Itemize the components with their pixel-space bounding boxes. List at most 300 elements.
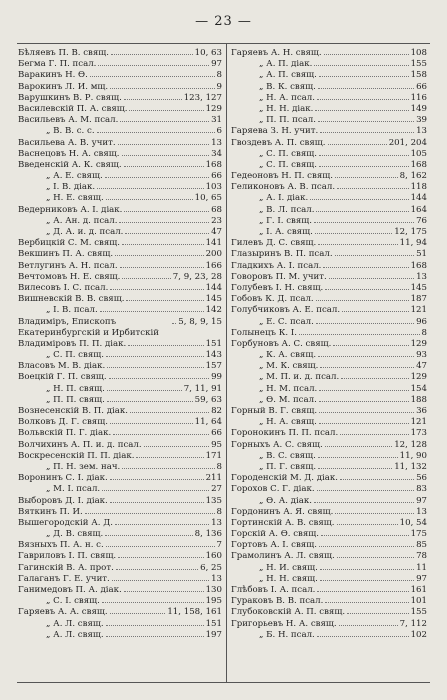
dot-leader: [107, 390, 182, 391]
entry-pages: 201, 204: [388, 137, 427, 148]
index-entry: [18, 115, 222, 126]
dot-leader: [111, 54, 193, 55]
entry-name: Голынецъ К. І.: [231, 327, 297, 338]
entry-pages: 13: [211, 137, 222, 148]
entry-pages: 13: [211, 573, 222, 584]
dot-leader: [98, 65, 209, 66]
index-entry: [231, 630, 427, 641]
dot-leader: [90, 76, 215, 77]
entry-pages: 13: [416, 126, 427, 137]
entry-name: „ М. І. псал.: [46, 484, 101, 495]
entry-pages: 97: [211, 59, 222, 70]
entry-name: „ П. П. псал.: [259, 115, 316, 126]
entry-name: Горныхъ А. С. свящ.: [231, 439, 323, 450]
dot-leader: [316, 300, 409, 301]
dot-leader: [120, 121, 209, 122]
index-entry: [231, 70, 427, 81]
dot-leader: [106, 199, 193, 200]
dot-leader: [144, 446, 209, 447]
index-entry: [231, 372, 427, 383]
entry-pages: 12, 128: [394, 439, 427, 450]
entry-name: „ С. П. свящ.: [259, 148, 317, 159]
entry-pages: 145: [205, 294, 222, 305]
entry-pages: 155: [410, 59, 427, 70]
index-entry: [18, 104, 222, 115]
entry-pages: 47: [416, 361, 427, 372]
dot-leader: [120, 267, 204, 268]
entry-pages: 23: [211, 215, 222, 226]
entry-name: „ В. Л. псал.: [259, 204, 315, 215]
entry-pages: 10, 54: [399, 517, 427, 528]
dot-leader: [347, 613, 409, 614]
entry-name: „ А. Л. свящ.: [46, 629, 104, 640]
entry-name: Гортовъ А. І. свящ.: [231, 540, 317, 551]
index-entry: [18, 216, 222, 227]
index-entry: [18, 149, 222, 160]
index-entry: [18, 238, 222, 249]
dot-leader: [107, 401, 193, 402]
index-entry: [231, 462, 427, 473]
index-entry: [18, 496, 222, 507]
entry-name: Вяткинъ П. И.: [18, 506, 83, 517]
index-entry: [231, 484, 427, 495]
entry-name: Вольвскій П. Г. діак.: [18, 428, 112, 439]
index-entry: [18, 205, 222, 216]
entry-pages: 47: [211, 227, 222, 237]
dot-leader: [97, 132, 215, 133]
index-entry: [18, 551, 222, 562]
index-entry: [18, 171, 222, 182]
entry-pages: 151: [205, 338, 222, 349]
index-entry: [231, 339, 427, 350]
entry-pages: 157: [205, 361, 222, 372]
entry-name: Горохов С. Г. діак.: [231, 484, 315, 495]
entry-pages: 78: [416, 551, 427, 562]
entry-pages: 85: [416, 540, 427, 551]
dot-leader: [335, 513, 414, 514]
dot-leader: [105, 177, 209, 178]
entry-pages: 151: [205, 618, 222, 629]
index-entry: [18, 428, 222, 439]
dot-leader: [319, 423, 409, 424]
dot-leader: [320, 580, 414, 581]
entry-name: Варушкинъ В. Р. свящ.: [18, 92, 122, 103]
dot-leader: [325, 289, 408, 290]
entry-pages: 66: [211, 428, 222, 439]
entry-name: Волковъ Д. Г. свящ.: [18, 417, 108, 428]
dot-leader: [122, 244, 204, 245]
entry-name: Глубоковскій А. П. свящ.: [231, 607, 346, 618]
entry-pages: 9: [216, 81, 222, 92]
dot-leader: [102, 602, 204, 603]
entry-name: „ Н. Н. діак.: [259, 103, 314, 114]
entry-pages: 10, 63: [194, 48, 222, 58]
dot-leader: [109, 378, 209, 379]
entry-pages: 11, 132: [394, 461, 427, 472]
entry-pages: 168: [410, 159, 427, 170]
dot-leader: [105, 535, 192, 536]
entry-name: Гаряевъ А. А. свящ.: [18, 607, 108, 618]
index-entry: [231, 193, 427, 204]
entry-pages: 141: [205, 238, 222, 249]
entry-pages: 7: [216, 540, 222, 551]
index-entry: [231, 149, 427, 160]
dot-leader: [122, 468, 214, 469]
entry-name: „ Д. В. свящ.: [46, 529, 104, 540]
entry-name: Горный В. Г. свящ.: [231, 406, 318, 416]
index-entry: [231, 406, 427, 417]
dot-leader: [317, 99, 409, 100]
entry-pages: 13: [416, 271, 427, 282]
entry-name: „ Ѳ. А. діак.: [259, 495, 312, 506]
index-entry: [231, 574, 427, 585]
dot-leader: [315, 233, 392, 234]
dot-leader: [328, 144, 387, 145]
entry-pages: 102: [410, 629, 427, 640]
entry-pages: 160: [205, 551, 222, 562]
dot-leader: [329, 278, 414, 279]
entry-pages: 5, 8, 9, 15: [178, 316, 222, 327]
index-entry: [231, 249, 427, 260]
dot-leader: [129, 110, 203, 111]
dot-leader: [318, 468, 392, 469]
entry-name: Воскресенскій П. П. діак.: [18, 450, 135, 461]
entry-pages: 144: [205, 282, 222, 293]
entry-name: Власовъ М. В. діак.: [18, 361, 106, 372]
index-entry: [18, 261, 222, 272]
entry-name: Бегма Г. П. псал.: [18, 59, 97, 70]
entry-name: „ Ѳ. М. псал.: [259, 394, 317, 405]
entry-name: Гураковъ В. В. псал.: [231, 596, 324, 607]
dot-leader: [118, 144, 209, 145]
entry-name: Воецкій Г. П. свящ.: [18, 372, 107, 383]
entry-pages: 161: [410, 585, 427, 595]
entry-pages: 168: [410, 260, 427, 271]
column-divider: [226, 44, 227, 682]
entry-pages: 164: [410, 204, 427, 215]
dot-leader: [319, 390, 408, 391]
entry-pages: 11, 94: [399, 238, 427, 249]
dot-leader: [102, 490, 209, 491]
index-entry: [18, 193, 222, 204]
entry-pages: 97: [416, 495, 427, 506]
entry-pages: 68: [211, 204, 222, 215]
index-entry: [231, 328, 427, 339]
entry-name: „ Е. С. псал.: [259, 316, 314, 327]
entry-pages: 105: [410, 148, 427, 159]
entry-pages: 103: [205, 182, 222, 193]
entry-pages: 121: [410, 417, 427, 428]
index-entry: [18, 294, 222, 305]
entry-name: Векшинъ П. А. свящ.: [18, 249, 114, 260]
dot-leader: [106, 546, 215, 547]
index-entry: [18, 82, 222, 93]
entry-name: „ І. А. свящ.: [259, 227, 313, 237]
index-entry: [18, 630, 222, 641]
entry-name: „ К. А. свящ.: [259, 350, 317, 361]
dot-leader: [116, 569, 198, 570]
entry-pages: 129: [205, 103, 222, 114]
dot-leader: [110, 423, 193, 424]
entry-name: „ А. П. діак.: [259, 59, 313, 70]
entry-name: Ганимедовъ П. А. діак.: [18, 585, 122, 596]
index-entry: [18, 126, 222, 137]
index-entry: [18, 574, 222, 585]
entry-pages: 8: [216, 70, 222, 81]
index-entry: [231, 518, 427, 529]
index-entry: [231, 138, 427, 149]
index-entry: [18, 384, 222, 395]
entry-pages: 97: [416, 573, 427, 584]
dot-leader: [337, 188, 409, 189]
entry-pages: 82: [211, 406, 222, 417]
entry-pages: 6: [216, 126, 222, 137]
index-entry: [231, 227, 427, 238]
entry-name: Вечтомовъ Н. Е. свящ.: [18, 271, 121, 282]
dot-leader: [128, 345, 203, 346]
dot-leader: [319, 76, 409, 77]
index-entry: [231, 317, 427, 328]
index-entry: [18, 350, 222, 361]
entry-name: Галаганъ Г. Е. учит.: [18, 573, 110, 584]
dot-leader: [318, 88, 414, 89]
entry-name: „ А. І. діак.: [259, 193, 309, 204]
dot-leader: [325, 602, 408, 603]
dot-leader: [100, 311, 204, 312]
entry-name: Гилевъ Д. С. свящ.: [231, 238, 317, 249]
entry-pages: 130: [205, 585, 222, 596]
entry-pages: 144: [410, 193, 427, 204]
entry-pages: 76: [416, 215, 427, 226]
entry-name: Ведерниковъ А. І. діак.: [18, 204, 123, 215]
entry-name: Вышегородскій А. Д.: [18, 517, 113, 528]
index-entry: [231, 428, 427, 439]
entry-pages: 27: [211, 484, 222, 495]
index-entry: [231, 261, 427, 272]
index-entry: [18, 361, 222, 372]
entry-pages: 56: [416, 473, 427, 484]
entry-pages: 8, 162: [399, 171, 427, 182]
index-entry: [231, 160, 427, 171]
dot-leader: [106, 625, 204, 626]
index-entry: [231, 596, 427, 607]
dot-leader: [320, 132, 414, 133]
index-entry: [18, 48, 222, 59]
dot-leader: [320, 367, 414, 368]
index-entry: [18, 607, 222, 618]
entry-name: „ Н. Н. свящ.: [259, 573, 318, 584]
entry-name: Васильевъ А. М. псал.: [18, 115, 119, 126]
index-entry: [231, 551, 427, 562]
entry-name: Гаряева З. Н. учит.: [231, 126, 319, 137]
index-entry: [231, 93, 427, 104]
index-frame: [17, 43, 430, 683]
index-entry: [231, 48, 427, 59]
dot-leader: [323, 267, 408, 268]
entry-pages: 171: [205, 450, 222, 461]
entry-pages: 66: [416, 81, 427, 92]
index-entry: [231, 417, 427, 428]
entry-name: Ветлугинъ А. Н. псал.: [18, 260, 118, 271]
dot-leader: [318, 244, 397, 245]
dot-leader: [335, 255, 415, 256]
dot-leader: [317, 591, 408, 592]
entry-name: Воронинъ С. І. діак.: [18, 473, 108, 484]
entry-pages: 129: [410, 372, 427, 383]
index-entry: [18, 507, 222, 518]
entry-name: Вилесовъ І. С. псал.: [18, 282, 109, 293]
index-entry: [18, 529, 222, 540]
dot-leader: [130, 412, 209, 413]
dot-leader: [122, 278, 170, 279]
dot-leader: [321, 535, 409, 536]
index-entry: [231, 507, 427, 518]
dot-leader: [97, 188, 204, 189]
dot-leader: [310, 199, 408, 200]
entry-pages: 200: [205, 249, 222, 260]
entry-name: Выборовъ Д. І. діак.: [18, 495, 108, 506]
entry-pages: 99: [211, 372, 222, 383]
index-entry: [231, 216, 427, 227]
index-entry: [18, 272, 222, 283]
dot-leader: [319, 412, 414, 413]
entry-name: Грамолинъ А. Л. свящ.: [231, 551, 335, 562]
index-entry: [18, 596, 222, 607]
entry-name: Городенскій М. Д. діак.: [231, 473, 339, 484]
entry-pages: 145: [410, 282, 427, 293]
entry-pages: 142: [205, 305, 222, 316]
dot-leader: [115, 255, 203, 256]
entry-name: Вознесенскій В. П. діак.: [18, 406, 129, 417]
dot-leader: [124, 99, 182, 100]
dot-leader: [126, 300, 203, 301]
entry-name: Владиміръ, Епископъ Екатеринбургскій и Ирбитскій: [18, 316, 159, 338]
dot-leader: [315, 110, 408, 111]
entry-name: „ Г. І. свящ.: [259, 215, 312, 226]
entry-name: Горбуновъ А. С. свящ.: [231, 338, 332, 349]
entry-pages: 59, 63: [194, 394, 222, 405]
entry-pages: 155: [410, 607, 427, 618]
entry-name: Горонокинъ П. П. псал.: [231, 428, 339, 439]
dot-leader: [110, 289, 203, 290]
dot-leader: [341, 378, 408, 379]
entry-name: „ А. Л. свящ.: [46, 618, 104, 629]
entry-pages: 101: [410, 596, 427, 607]
entry-pages: 66: [211, 171, 222, 182]
entry-name: Голубчиковъ А. Е. псал.: [231, 305, 341, 316]
entry-pages: 118: [410, 182, 427, 193]
entry-name: „ П. Н. зем. нач.: [46, 461, 121, 472]
entry-name: Григорьевъ Н. А. свящ.: [231, 618, 337, 629]
dot-leader: [106, 636, 204, 637]
entry-name: „ М. К. свящ.: [259, 361, 319, 372]
entry-name: „ С. І. свящ.: [46, 596, 100, 607]
entry-pages: 6, 25: [200, 562, 222, 573]
index-entry: [18, 585, 222, 596]
entry-pages: 7, 11, 91: [183, 383, 222, 394]
index-entry: [231, 540, 427, 551]
entry-pages: 158: [410, 70, 427, 81]
dot-leader: [124, 211, 209, 212]
entry-pages: 83: [416, 484, 427, 495]
entry-pages: 123, 127: [183, 92, 222, 103]
index-entry: [231, 529, 427, 540]
entry-name: „ П. Г. свящ.: [259, 461, 317, 472]
dot-leader: [124, 591, 204, 592]
index-entry: [231, 205, 427, 216]
entry-pages: 173: [410, 428, 427, 439]
index-entry: [231, 563, 427, 574]
entry-pages: 175: [410, 529, 427, 540]
entry-name: Гобовъ К. Д. псал.: [231, 294, 314, 305]
entry-pages: 11, 64: [194, 417, 222, 428]
index-entry: [18, 339, 222, 350]
entry-name: Вишневскій В. В. свящ.: [18, 294, 125, 305]
entry-name: „ Б. Н. псал.: [259, 629, 315, 640]
index-entry: [18, 417, 222, 428]
dot-leader: [106, 356, 204, 357]
dot-leader: [122, 155, 210, 156]
entry-pages: 13: [416, 506, 427, 517]
dot-leader: [319, 546, 414, 547]
dot-leader: [319, 155, 409, 156]
dot-leader: [110, 613, 166, 614]
index-entry: [18, 462, 222, 473]
index-entry: [18, 227, 222, 238]
entry-name: „ Н. П. свящ.: [46, 383, 105, 394]
dot-leader: [335, 177, 398, 178]
entry-name: „ В. С. свящ.: [259, 450, 316, 461]
dot-leader: [110, 479, 204, 480]
dot-leader: [342, 311, 408, 312]
index-entry: [18, 317, 222, 339]
entry-pages: 108: [410, 48, 427, 58]
entry-pages: 188: [410, 394, 427, 405]
entry-pages: 149: [410, 103, 427, 114]
entry-name: Горскій А. Ѳ. свящ.: [231, 529, 320, 540]
entry-pages: 11, 158, 161: [167, 607, 222, 618]
dot-leader: [125, 233, 209, 234]
entry-pages: 143: [205, 350, 222, 361]
entry-pages: 10, 65: [194, 193, 222, 204]
dot-leader: [110, 88, 214, 89]
entry-pages: 168: [205, 159, 222, 170]
entry-pages: 96: [416, 316, 427, 327]
entry-pages: 116: [410, 92, 427, 103]
entry-name: Гедеоновъ Н. П. свящ.: [231, 171, 333, 182]
index-entry: [231, 182, 427, 193]
index-entry: [18, 406, 222, 417]
dot-leader: [113, 434, 209, 435]
dot-leader: [314, 222, 414, 223]
index-entry: [18, 249, 222, 260]
right-column: [231, 48, 427, 641]
entry-name: Варокинъ Л. И. мщ.: [18, 81, 109, 92]
dot-leader: [172, 323, 176, 324]
dot-leader: [107, 367, 203, 368]
index-entry: [18, 372, 222, 383]
index-entry: [231, 283, 427, 294]
index-entry: [18, 563, 222, 574]
index-entry: [231, 82, 427, 93]
index-entry: [231, 451, 427, 462]
entry-pages: 135: [205, 495, 222, 506]
entry-pages: 7, 112: [399, 618, 427, 629]
index-entry: [18, 182, 222, 193]
entry-name: „ І. В. діак.: [46, 182, 96, 193]
index-entry: [231, 104, 427, 115]
index-entry: [231, 585, 427, 596]
